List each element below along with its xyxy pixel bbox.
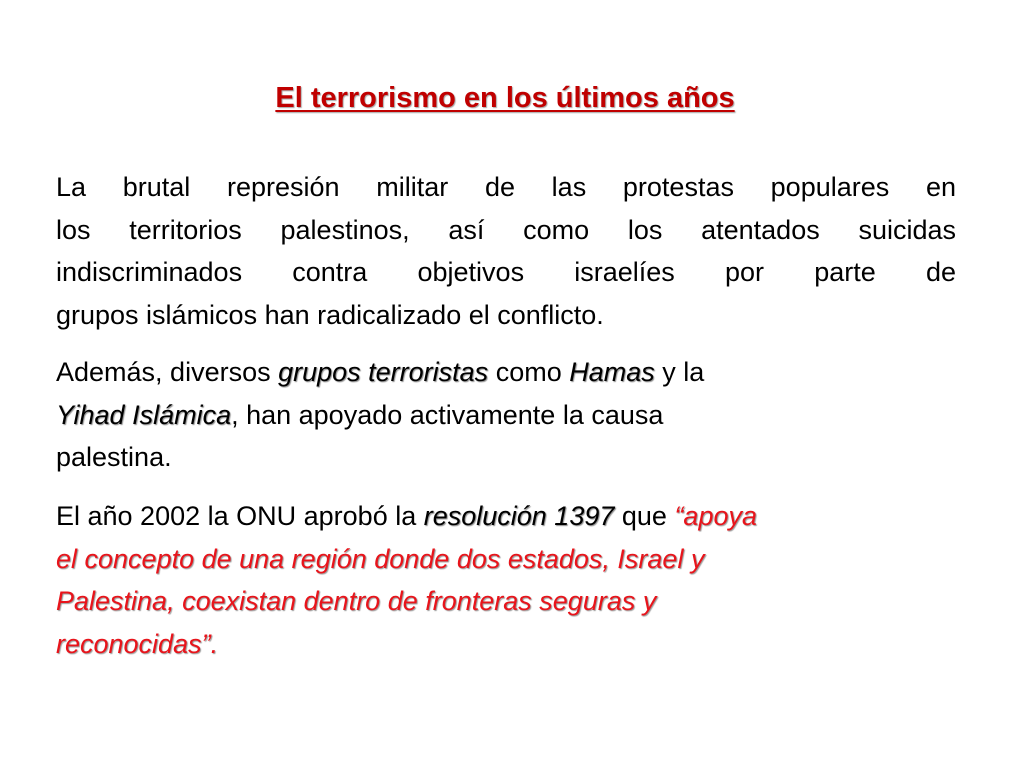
emphasis-hamas: Hamas — [569, 357, 655, 387]
paragraph-line — [56, 351, 956, 394]
paragraph-line: palestina. — [56, 442, 172, 472]
slide-title: El terrorismo en los últimos años — [275, 82, 735, 114]
quote-text: “apoya — [674, 501, 757, 531]
text-segment: El año 2002 la ONU aprobó la — [56, 501, 424, 531]
text-segment: como — [488, 357, 570, 387]
paragraph-onu-resolution — [56, 495, 956, 665]
text-segment: que — [614, 501, 675, 531]
text-segment: y la — [654, 357, 705, 387]
paragraph-terrorist-groups — [56, 351, 956, 479]
paragraph-line: indiscriminados contra objetivos israelíes por parte de — [56, 257, 956, 287]
paragraph-line: los territorios palestinos, así como los atentados suicidas — [56, 214, 956, 245]
emphasis-terrorist-groups: grupos terroristas — [278, 357, 489, 387]
emphasis-resolution: resolución 1397 — [423, 501, 615, 531]
quote-text: el concepto de una región donde dos estados, Israel y — [56, 543, 705, 574]
paragraph-repression — [56, 166, 956, 336]
text-segment: Además, diversos — [56, 357, 279, 387]
text-segment: , han apoyado activamente la causa — [231, 399, 664, 430]
paragraph-line: La brutal represión militar de las protestas populares en — [56, 172, 956, 202]
quote-text: Palestina, coexistan dentro de fronteras seguras y — [56, 586, 657, 616]
emphasis-yihad-islamica: Yihad Islámica — [56, 399, 232, 430]
paragraph-line — [56, 495, 956, 538]
paragraph-line — [56, 394, 956, 437]
paragraph-line: grupos islámicos han radicalizado el conflicto. — [56, 299, 604, 330]
quote-text: reconocidas”. — [56, 628, 219, 659]
